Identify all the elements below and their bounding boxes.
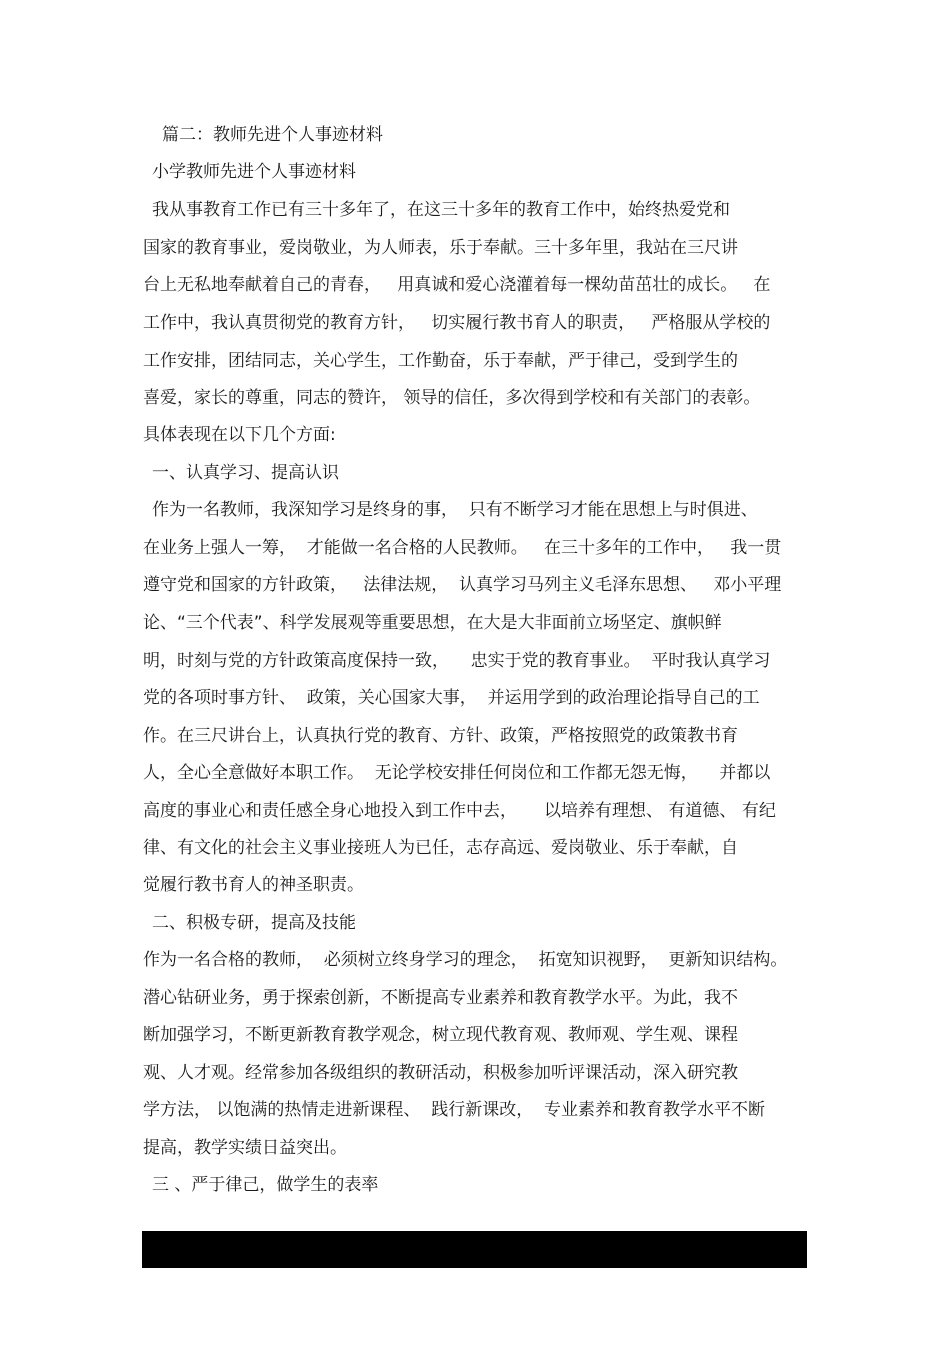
paragraph-line: 国家的教育事业，爱岗敬业，为人师表，乐于奉献。三十多年里，我站在三尺讲 (143, 238, 738, 258)
paragraph-line: 工作中，我认真贯彻党的教育方针， 切实履行教书育人的职责， 严格服从学校的 (143, 313, 771, 333)
paragraph-line: 断加强学习，不断更新教育教学观念，树立现代教育观、教师观、学生观、课程 (143, 1025, 738, 1045)
paragraph-line: 遵守党和国家的方针政策， 法律法规， 认真学习马列主义毛泽东思想、 邓小平理 (143, 575, 782, 595)
paragraph-line: 潜心钻研业务，勇于探索创新，不断提高专业素养和教育教学水平。为此，我不 (143, 988, 738, 1008)
paragraph-line: 台上无私地奉献着自己的青春， 用真诚和爱心浇灌着每一棵幼苗茁壮的成长。 在 (143, 275, 771, 295)
paragraph-line: 人，全心全意做好本职工作。 无论学校安排任何岗位和工作都无怨无悔， 并都以 (143, 763, 771, 783)
paragraph-line: 喜爱，家长的尊重，同志的赞许， 领导的信任，多次得到学校和有关部门的表彰。 (143, 388, 761, 408)
paragraph-line: 作为一名教师，我深知学习是终身的事， 只有不断学习才能在思想上与时俱进、 (152, 500, 758, 520)
paragraph-line: 高度的事业心和责任感全身心地投入到工作中去， 以培养有理想、 有道德、 有纪 (143, 801, 776, 821)
document-subheading: 小学教师先进个人事迹材料 (152, 162, 356, 182)
paragraph-line: 律、有文化的社会主义事业接班人为已任，志存高远、爱岗敬业、乐于奉献，自 (143, 838, 738, 858)
document-heading: 篇二：教师先进个人事迹材料 (162, 125, 383, 145)
paragraph-line: 我从事教育工作已有三十多年了，在这三十多年的教育工作中，始终热爱党和 (152, 200, 730, 220)
paragraph-line: 具体表现在以下几个方面: (143, 425, 336, 445)
paragraph-line: 工作安排，团结同志，关心学生，工作勤奋，乐于奉献，严于律己，受到学生的 (143, 351, 738, 371)
paragraph-line: 学方法， 以饱满的热情走进新课程、 践行新课改， 专业素养和教育教学水平不断 (143, 1100, 766, 1120)
section-title: 三 、严于律己，做学生的表率 (152, 1175, 379, 1195)
paragraph-line: 觉履行教书育人的神圣职责。 (143, 875, 364, 895)
paragraph-line: 作为一名合格的教师， 必须树立终身学习的理念， 拓宽知识视野， 更新知识结构。 (143, 950, 788, 970)
paragraph-line: 观、人才观。经常参加各级组织的教研活动，积极参加听评课活动，深入研究教 (143, 1063, 738, 1083)
paragraph-line: 论、“三个代表”、科学发展观等重要思想，在大是大非面前立场坚定、旗帜鲜 (143, 613, 722, 633)
redaction-bar (142, 1231, 807, 1268)
paragraph-line: 作。在三尺讲台上，认真执行党的教育、方针、政策，严格按照党的政策教书育 (143, 726, 738, 746)
paragraph-line: 党的各项时事方针、 政策，关心国家大事， 并运用学到的政治理论指导自己的工 (143, 688, 760, 708)
paragraph-line: 提高，教学实绩日益突出。 (143, 1138, 347, 1158)
section-title: 一、认真学习、提高认识 (152, 463, 339, 483)
paragraph-line: 在业务上强人一筹， 才能做一名合格的人民教师。 在三十多年的工作中， 我一贯 (143, 538, 782, 558)
section-title: 二、积极专研，提高及技能 (152, 913, 356, 933)
paragraph-line: 明，时刻与党的方针政策高度保持一致， 忠实于党的教育事业。 平时我认真学习 (143, 651, 771, 671)
